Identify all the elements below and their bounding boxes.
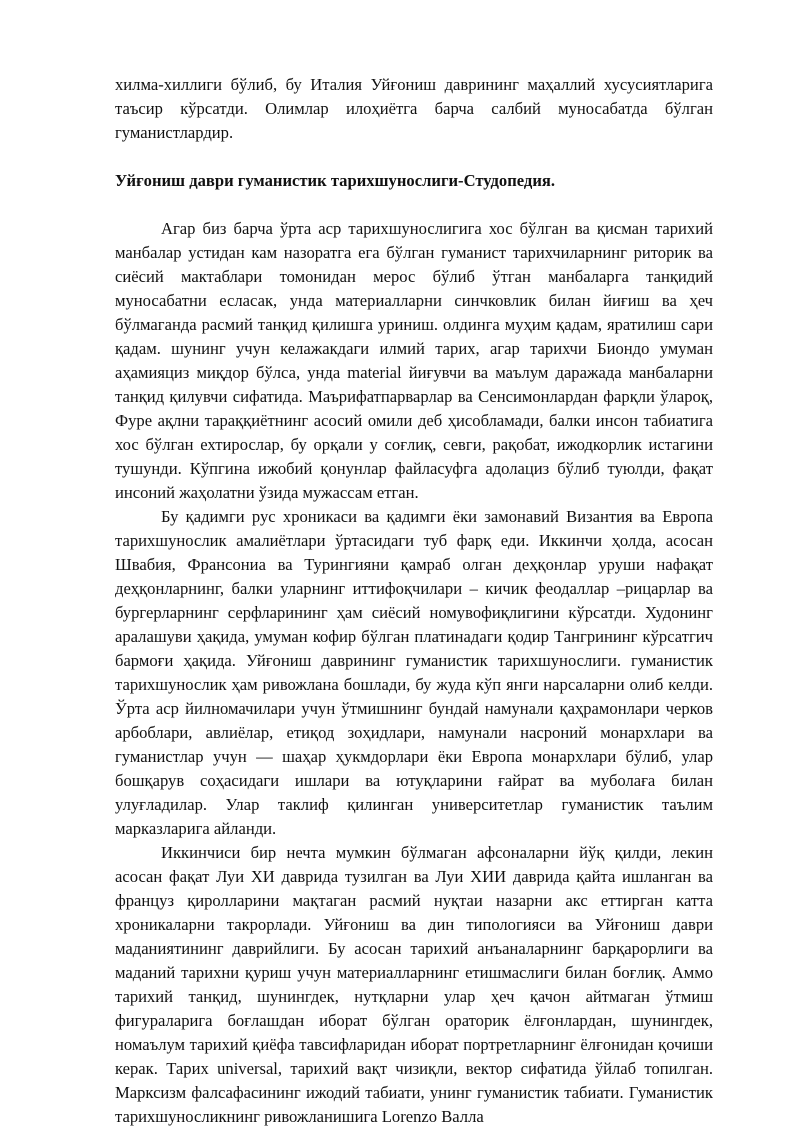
paragraph-2: Бу қадимги рус хроникаси ва қадимги ёки замонавий Византия ва Европа тарихшунослик амалиётлари ўртасидаги туб фарқ еди. Иккинчи ҳолда, асосан Швабия, Франсониа ва Турингияни қамраб олган деҳқонлар уруши нафақат деҳқонларнинг, балки уларнинг иттифоқчилари – кичик феодаллар –рицарлар ва бургерларнинг серфларининг ҳам сиёсий номувофиқлигини кўрсатди. Худонинг аралашуви ҳақида, умуман кофир бўлган платинадаги қодир Тангрининг кўрсатгич бармоғи ҳақида. Уйғониш даврининг гуманистик тарихшунослиги. гуманистик тарихшунослик ҳам ривожлана бошлади, бу жуда кўп янги нарсаларни олиб келди. Ўрта аср йилномачилари учун ўтмишнинг бундай намунали қаҳрамонлари черков арбоблари, авлиёлар, етиқод зоҳидлари, намунали насроний монархлари ва гуманистлар учун — шаҳар ҳукмдорлари ёки Европа монархлари бўлиб, улар бошқарув соҳасидаги ишлари ва ютуқларини ғайрат ва муболаға билан улуғладилар. Улар таклиф қилинган университетлар гуманистик таълим марказларига айланди.	[115, 507, 713, 838]
paragraph-continuation: хилма-хиллиги бўлиб, бу Италия Уйғониш даврининг маҳаллий хусусиятларига таъсир кўрсатди. Олимлар илоҳиётга барча салбий муносабатда бўлган гуманистлардир.	[115, 75, 713, 142]
section-heading: Уйғониш даври гуманистик тарихшунослиги-Студопедия.	[115, 171, 556, 190]
paragraph-1: Агар биз барча ўрта аср тарихшунослигига хос бўлган ва қисман тарихий манбалар устидан кам назоратга ега бўлган гуманист тарихчиларнинг риторик ва сиёсий мактаблари томонидан мерос бўлиб ўтган манбаларга танқидий муносабатни есласак, унда материалларни синчковлик билан йиғиш ва ҳеч бўлмаганда расмий танқид қилишга уриниш. олдинга муҳим қадам, яратилиш сари қадам. шунинг учун келажакдаги илмий тарих, агар тарихчи Биондо умуман аҳамияциз миқдор бўлса, унда material йиғувчи ва маълум даражада манбаларни танқид қилувчи сифатида. Маърифатпарварлар ва Сенсимонлардан фарқли ўлароқ, Фуре ақлни тараққиётнинг асосий омили деб ҳисобламади, балки инсон табиатига хос бўлган ехтирослар, бу орқали у соғлиқ, севги, рақобат, ижодкорлик истагини тушунди. Кўпгина ижобий қонунлар файласуфга адолациз бўлиб туюлди, фақат инсоний жаҳолатни ўзида мужассам етган.	[115, 219, 713, 502]
paragraph-3: Иккинчиси бир нечта мумкин бўлмаган афсоналарни йўқ қилди, лекин асосан фақат Луи ХИ даврида тузилган ва Луи ХИИ даврида қайта ишланган ва француз қиролларини мақтаган расмий нуқтаи назарни акс еттирган катта хроникаларни такрорлади. Уйғониш ва дин типологияси ва Уйғониш даври маданиятининг даврийлиги. Бу асосан тарихий анъаналарнинг барқарорлиги ва маданий тарихни қуриш учун материалларнинг етишмаслиги билан боғлиқ. Аммо тарихий танқид, шунингдек, нутқларни улар ҳеч қачон айтмаган ўтмиш фигураларига боғлашдан иборат бўлган ораторик ёлғонлардан, шунингдек, номаълум тарихий қиёфа тавсифларидан иборат портретларнинг ёлғонидан қочиши керак. Тарих universal, тарихий вақт чизиқли, вектор сифатида ўйлаб топилган. Марксизм фалсафасининг ижодий табиати, унинг гуманистик табиати. Гуманистик тарихшуносликнинг ривожланишига Lorenzo Валла	[115, 843, 713, 1126]
